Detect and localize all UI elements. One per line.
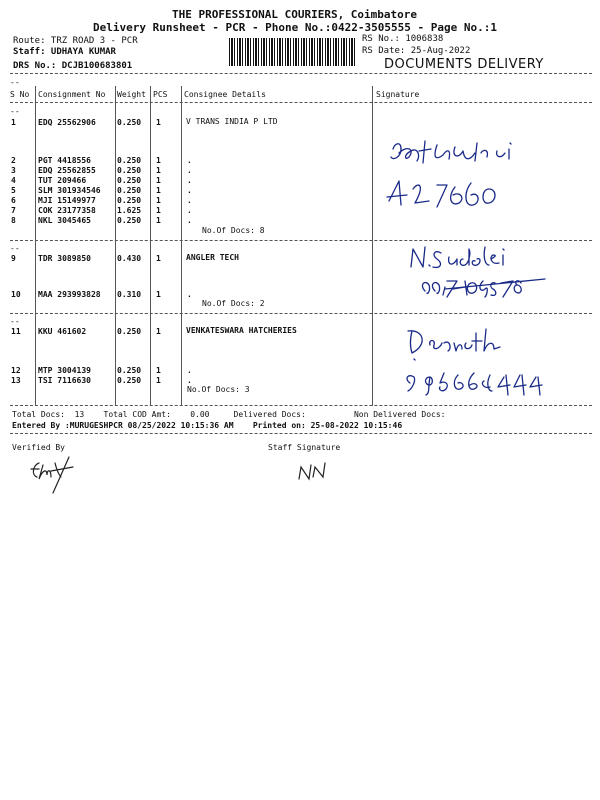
verified-by-label: Verified By [12,443,65,452]
col-header-signature: Signature [376,90,420,99]
divider [10,102,592,103]
row-consignment: PGT 4418556 [38,156,91,165]
entered-by-line: Entered By :MURUGESHPCR 08/25/2022 10:15:36 AM Printed on: 25-08-2022 10:15:46 [12,421,403,430]
staff-label: Staff: UDHAYA KUMAR [13,47,116,57]
row-dot: . [187,216,192,225]
row-dot: . [187,206,192,215]
row-consignment: MAA 293993828 [38,290,101,299]
row-weight: 0.250 [117,176,142,185]
row-pcs: 1 [156,376,161,385]
verifier-signature [25,455,85,495]
row-weight: 0.250 [117,166,142,175]
row-weight: 0.250 [117,366,142,375]
row-consignment: TUT 209466 [38,176,87,185]
divider [10,313,592,314]
row-weight: 0.250 [117,376,142,385]
row-pcs: 1 [156,156,161,165]
row-consignment: TDR 3089850 [38,254,91,263]
row-weight: 0.250 [117,118,142,127]
row-pcs: 1 [156,206,161,215]
row-pcs: 1 [156,166,161,175]
rs-number: RS No.: 1006838 [362,34,444,44]
row-dot: . [187,166,192,175]
row-sno: 13 [11,376,21,385]
consignee-name: ANGLER TECH [186,253,239,262]
col-header-pcs: PCS [153,90,168,99]
row-sno: 8 [11,216,16,225]
no-of-docs: No.Of Docs: 2 [202,299,265,308]
divider [10,240,592,241]
row-sno: 3 [11,166,16,175]
row-pcs: 1 [156,196,161,205]
row-consignment: EDQ 25562906 [38,118,96,127]
row-consignment: SLM 301934546 [38,186,101,195]
column-line [372,86,373,406]
row-pcs: 1 [156,290,161,299]
no-of-docs: No.Of Docs: 8 [202,226,265,235]
row-dot: . [187,366,192,375]
row-weight: 1.625 [117,206,142,215]
row-pcs: 1 [156,254,161,263]
col-header-consignee: Consignee Details [184,90,266,99]
divider-mark: -- [10,107,20,116]
divider [10,433,592,434]
divider-mark: -- [10,244,20,253]
document-type: DOCUMENTS DELIVERY [384,57,544,72]
consignee-name: V TRANS INDIA P LTD [186,117,278,126]
divider-mark: -- [10,78,20,87]
company-title: THE PROFESSIONAL COURIERS, Coimbatore [172,8,418,21]
divider [10,73,592,74]
column-line [181,86,182,406]
col-header-sno: S No [10,90,30,99]
row-consignment: KKU 461602 [38,327,87,336]
rs-date: RS Date: 25-Aug-2022 [362,46,471,56]
row-weight: 0.250 [117,186,142,195]
column-line [35,86,36,406]
row-weight: 0.250 [117,327,142,336]
row-pcs: 1 [156,216,161,225]
row-sno: 4 [11,176,16,185]
row-pcs: 1 [156,366,161,375]
barcode [229,38,357,66]
consignee-name: VENKATESWARA HATCHERIES [186,326,297,335]
row-dot: . [187,196,192,205]
row-dot: . [187,290,192,299]
divider [10,405,592,406]
row-weight: 0.250 [117,216,142,225]
row-consignment: MJI 15149977 [38,196,96,205]
row-sno: 1 [11,118,16,127]
row-weight: 0.310 [117,290,142,299]
row-weight: 0.250 [117,156,142,165]
drs-number: DRS No.: DCJB100683801 [13,61,133,71]
row-sno: 7 [11,206,16,215]
row-sno: 6 [11,196,16,205]
handwritten-signature [405,245,565,300]
row-sno: 9 [11,254,16,263]
row-consignment: COK 23177358 [38,206,96,215]
row-consignment: MTP 3004139 [38,366,91,375]
column-line [115,86,116,406]
column-line [150,86,151,406]
no-of-docs: No.Of Docs: 3 [187,385,250,394]
row-pcs: 1 [156,118,161,127]
row-dot: . [187,186,192,195]
row-sno: 10 [11,290,21,299]
row-consignment: NKL 3045465 [38,216,91,225]
row-pcs: 1 [156,327,161,336]
row-weight: 0.250 [117,196,142,205]
row-sno: 11 [11,327,21,336]
runsheet-subtitle: Delivery Runsheet - PCR - Phone No.:0422-3505555 - Page No.:1 [93,21,497,34]
row-weight: 0.430 [117,254,142,263]
route-label: Route: TRZ ROAD 3 - PCR [13,36,138,46]
row-dot: . [187,156,192,165]
row-consignment: EDQ 25562855 [38,166,96,175]
col-header-weight: Weight [117,90,146,99]
handwritten-signature [385,135,545,225]
row-dot: . [187,376,192,385]
row-sno: 12 [11,366,21,375]
row-sno: 5 [11,186,16,195]
divider-mark: -- [10,317,20,326]
totals-line: Total Docs: 13 Total COD Amt: 0.00 Delivered Docs: Non Delivered Docs: [12,410,446,419]
row-consignment: TSI 7116630 [38,376,91,385]
row-pcs: 1 [156,186,161,195]
handwritten-signature [400,325,570,405]
row-pcs: 1 [156,176,161,185]
row-dot: . [187,176,192,185]
row-sno: 2 [11,156,16,165]
staff-signature-label: Staff Signature [268,443,341,452]
staff-signature [295,455,345,485]
col-header-consignment: Consignment No [38,90,106,99]
